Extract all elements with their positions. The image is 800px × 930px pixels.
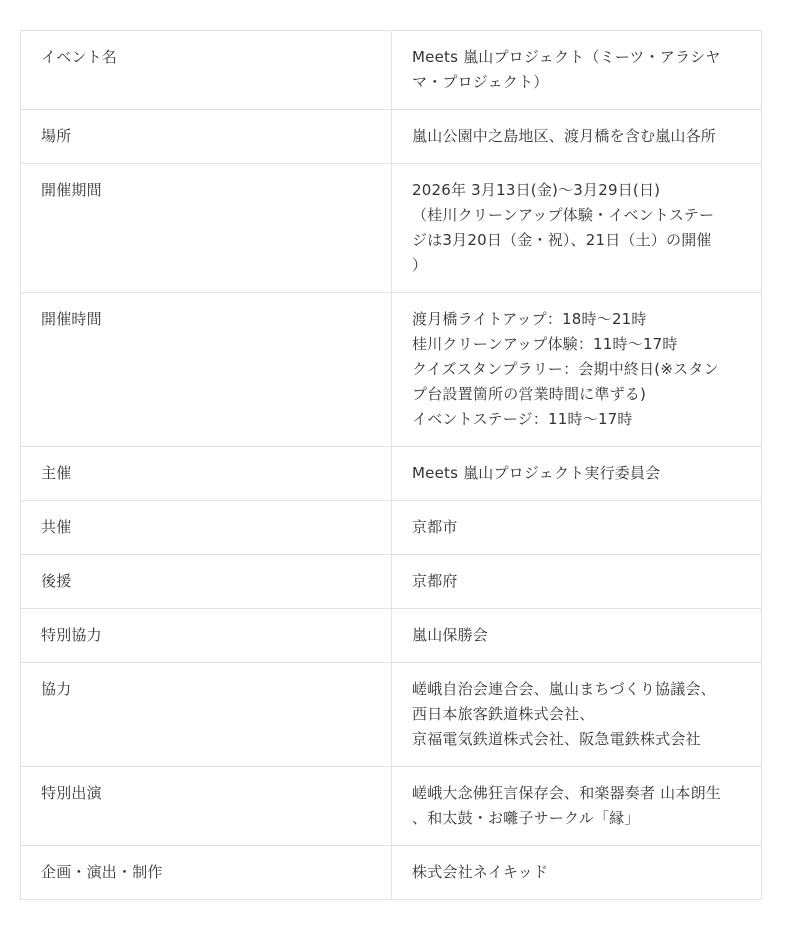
info-row-value xyxy=(392,31,762,110)
info-row-label: 開催時間 xyxy=(21,293,392,447)
info-row-value-line: 京福電気鉄道株式会社、阪急電鉄株式会社 xyxy=(412,730,701,748)
info-row-value-line: 京都市 xyxy=(412,518,458,536)
info-row-value xyxy=(392,447,762,501)
info-row xyxy=(21,663,762,767)
info-row-value xyxy=(392,555,762,609)
info-row-label: 主催 xyxy=(21,447,392,501)
info-row-value-line: ） xyxy=(412,256,428,274)
info-row-value-line: 嵐山保勝会 xyxy=(412,626,489,644)
info-row xyxy=(21,846,762,900)
info-row-value-line: 2026年 3月13日(金)〜3月29日(日) xyxy=(412,181,661,199)
info-row-label: 場所 xyxy=(21,110,392,164)
info-row-label: イベント名 xyxy=(21,31,392,110)
info-row-value-line: （桂川クリーンアップ体験・イベントステー xyxy=(412,206,715,224)
info-row-value-line: Meets 嵐山プロジェクト実行委員会 xyxy=(412,464,661,482)
info-row-label: 特別出演 xyxy=(21,767,392,846)
info-row xyxy=(21,110,762,164)
info-row-value xyxy=(392,293,762,447)
info-row xyxy=(21,31,762,110)
info-row xyxy=(21,164,762,293)
info-row-value-line: 渡月橋ライトアップ：18時〜21時 xyxy=(412,310,647,328)
info-row-value-line: 嵯峨自治会連合会、嵐山まちづくり協議会、 xyxy=(412,680,716,698)
info-row-value-line: 京都府 xyxy=(412,572,458,590)
info-row-label: 協力 xyxy=(21,663,392,767)
info-row-value xyxy=(392,609,762,663)
info-row-value-line: 桂川クリーンアップ体験：11時〜17時 xyxy=(412,335,678,353)
info-row-value-line: 嵐山公園中之島地区、渡月橋を含む嵐山各所 xyxy=(412,127,717,145)
info-row-value xyxy=(392,501,762,555)
info-row-value-line: 西日本旅客鉄道株式会社、 xyxy=(412,705,595,723)
info-row-value xyxy=(392,663,762,767)
info-row-value xyxy=(392,164,762,293)
event-info-table xyxy=(20,30,762,900)
info-row-value-line: Meets 嵐山プロジェクト（ミーツ・アラシヤ xyxy=(412,48,721,66)
info-row-value-line: マ・プロジェクト） xyxy=(412,73,549,91)
info-row xyxy=(21,609,762,663)
info-row-value xyxy=(392,846,762,900)
info-row-value-line: クイズスタンプラリー：会期中終日(※スタン xyxy=(412,360,719,378)
info-row-label: 特別協力 xyxy=(21,609,392,663)
info-row xyxy=(21,767,762,846)
info-row-value-line: イベントステージ：11時〜17時 xyxy=(412,410,633,428)
info-row-value xyxy=(392,110,762,164)
info-row-label: 開催期間 xyxy=(21,164,392,293)
info-row-label: 後援 xyxy=(21,555,392,609)
info-row-label: 共催 xyxy=(21,501,392,555)
info-row-value-line: 、和太鼓・お囃子サークル「縁」 xyxy=(412,809,640,827)
event-info-table-body xyxy=(21,31,762,900)
info-row xyxy=(21,501,762,555)
info-row-value-line: ジは3月20日（金・祝）、21日（土）の開催 xyxy=(412,231,712,249)
info-row-value-line: プ台設置箇所の営業時間に準ずる) xyxy=(412,385,647,403)
info-row-label: 企画・演出・制作 xyxy=(21,846,392,900)
info-row-value-line: 株式会社ネイキッド xyxy=(412,863,549,881)
info-row-value-line: 嵯峨大念佛狂言保存会、和楽器奏者 山本朗生 xyxy=(412,784,721,802)
info-row xyxy=(21,447,762,501)
info-row xyxy=(21,555,762,609)
info-row-value xyxy=(392,767,762,846)
info-row xyxy=(21,293,762,447)
